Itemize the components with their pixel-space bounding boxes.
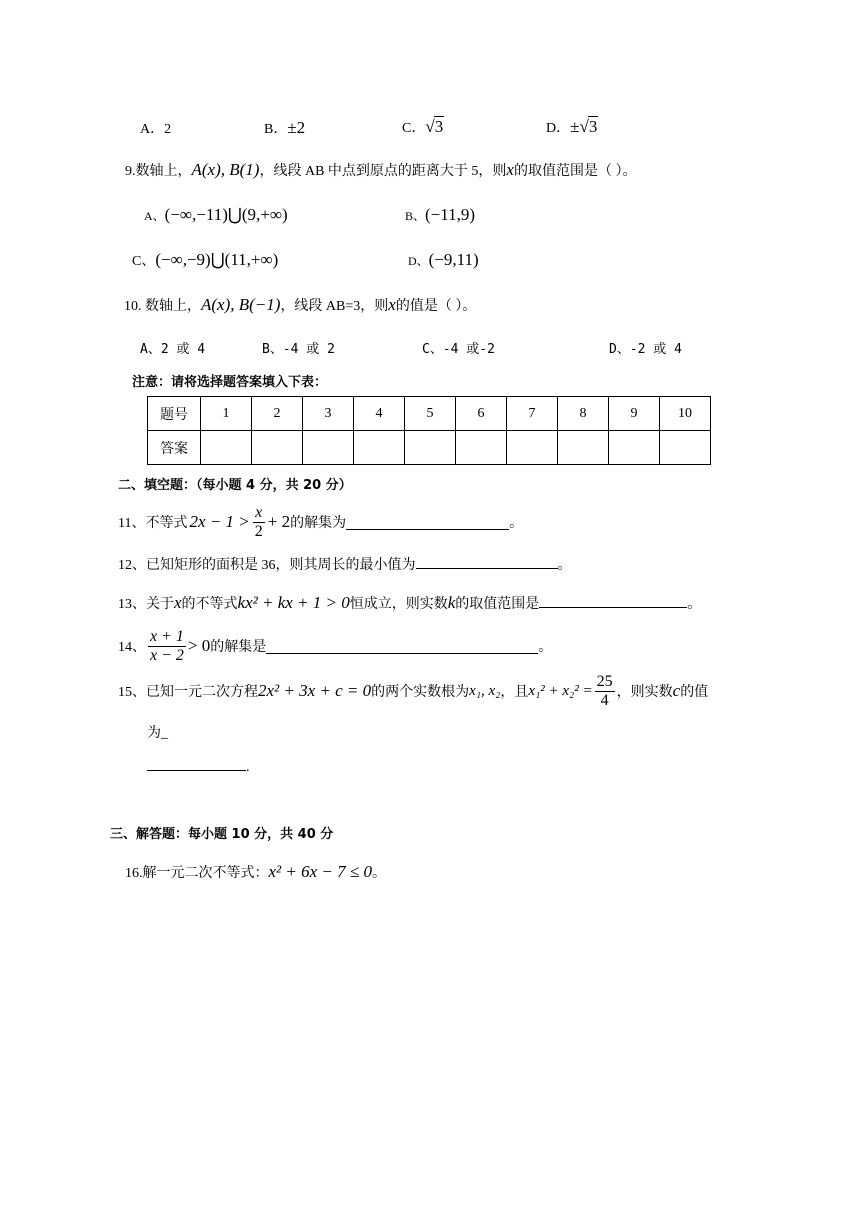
q9-option-c-label: C、	[132, 254, 156, 269]
answer-table-number: 8	[558, 397, 609, 431]
q9-option-c	[132, 250, 278, 270]
q15-suffix: 的值	[680, 685, 709, 700]
q10-option-c: C、-4 或-2	[422, 342, 495, 357]
section3-title: 三、解答题：每小题 10 分，共 40 分	[110, 827, 334, 842]
q9-middle: ，线段 AB 中点到原点的距离大于 5，则	[259, 164, 507, 179]
q15-line3	[147, 756, 250, 776]
q10-prefix: 10. 数轴上，	[124, 299, 201, 314]
q8-option-b	[264, 118, 305, 138]
q9-option-b-label: B、	[405, 209, 426, 223]
q11-lhs: 2x − 1 >	[189, 512, 250, 531]
answer-table-number: 4	[354, 397, 405, 431]
answer-table-note: 注意：请将选择题答案填入下表：	[132, 375, 328, 390]
q10-option-b: B、-4 或 2	[262, 342, 335, 357]
answer-table-number: 6	[456, 397, 507, 431]
q15-equation: 2x² + 3x + c = 0	[258, 681, 372, 700]
q10-suffix: 的值是（ ）。	[395, 299, 477, 314]
q14-suffix: 的解集是	[210, 640, 267, 655]
q13	[118, 593, 701, 613]
answer-table	[147, 396, 711, 465]
q15-answer-blank[interactable]	[147, 756, 246, 771]
q11-fraction-num: x	[253, 504, 265, 523]
q12-answer-blank[interactable]	[416, 554, 558, 569]
q8-option-d	[546, 116, 598, 137]
q13-prefix: 13、关于	[118, 597, 174, 612]
q10-middle: ，线段 AB=3，则	[280, 299, 389, 314]
q9-option-a-value: (−∞,−11)⋃(9,+∞)	[164, 205, 288, 224]
q15-mid: 的两个实数根为	[371, 685, 470, 700]
q13-answer-blank[interactable]	[539, 593, 687, 608]
q9-option-b	[405, 205, 475, 225]
answer-table-number: 2	[252, 397, 303, 431]
answer-table-number: 10	[660, 397, 711, 431]
q9-option-a	[144, 205, 288, 225]
q10-points: A(x), B(−1)	[201, 295, 281, 314]
q14-fraction-den: x − 2	[150, 646, 184, 664]
q9-option-a-label: A、	[144, 209, 165, 223]
q12	[118, 554, 572, 574]
q8-option-c-value: 3	[434, 117, 444, 136]
answer-cell[interactable]	[354, 431, 405, 465]
q9-option-b-value: (−11,9)	[425, 205, 476, 224]
answer-cell[interactable]	[201, 431, 252, 465]
q15-fraction-den: 4	[600, 691, 609, 709]
q14-fraction-num: x + 1	[150, 627, 184, 645]
q14-prefix: 14、	[118, 640, 146, 655]
q12-text: 12、已知矩形的面积是 36，则其周长的最小值为	[118, 558, 416, 573]
q9-option-d-value: (−9,11)	[428, 250, 479, 269]
answer-table-answer-row	[148, 431, 711, 465]
answer-table-header-row	[148, 397, 711, 431]
answer-cell[interactable]	[252, 431, 303, 465]
q8-option-b-label: B．	[264, 122, 288, 137]
answer-table-number: 9	[609, 397, 660, 431]
answer-table-number: 1	[201, 397, 252, 431]
q15-fraction-num: 25	[596, 672, 613, 690]
q15-mid3: ，则实数	[616, 685, 673, 700]
q8-option-d-label: D．	[546, 121, 571, 136]
q14-answer-blank[interactable]	[266, 639, 538, 654]
section2-title: 二、填空题：（每小题 4 分，共 20 分）	[118, 478, 352, 493]
q13-var: x	[174, 593, 182, 612]
answer-cell[interactable]	[405, 431, 456, 465]
q9-points: A(x), B(1)	[191, 160, 260, 179]
answer-table-header-label: 题号	[148, 397, 201, 431]
q14-rhs: > 0	[187, 636, 211, 655]
answer-table-number: 7	[507, 397, 558, 431]
q11-fraction-den: 2	[254, 522, 263, 540]
q15-var: c	[672, 681, 681, 700]
q9-option-d	[408, 250, 479, 270]
q8-option-c-label: C．	[402, 121, 426, 136]
q9-stem	[125, 160, 636, 180]
q12-end: 。	[557, 558, 572, 573]
q11-answer-blank[interactable]	[346, 515, 509, 530]
q10-var: x	[388, 295, 396, 314]
q14-fraction	[148, 628, 186, 665]
q11-prefix: 11、不等式	[118, 516, 188, 531]
q8-option-c	[402, 116, 444, 137]
q13-suffix: 的取值范围是	[455, 597, 540, 612]
q13-expr: kx² + kx + 1 > 0	[237, 593, 350, 612]
q15-sum: x₁² + x₂² =	[528, 682, 593, 699]
q15-end: .	[246, 760, 250, 775]
q16-expr: x² + 6x − 7 ≤ 0	[268, 862, 372, 881]
q15-line2: 为_	[147, 726, 168, 741]
q15-mid2: ，且	[500, 685, 529, 700]
q9-prefix: 9.数轴上，	[125, 164, 192, 179]
q14	[118, 624, 552, 668]
q11-suffix: 的解集为	[290, 516, 347, 531]
answer-table-number: 5	[405, 397, 456, 431]
q9-option-c-value: (−∞,−9)⋃(11,+∞)	[155, 250, 279, 269]
q8-option-d-radicand: 3	[588, 117, 598, 136]
answer-cell[interactable]	[303, 431, 354, 465]
q15-roots: x₁, x₂	[469, 682, 501, 699]
q13-var2: k	[447, 593, 456, 612]
answer-cell[interactable]	[558, 431, 609, 465]
q8-option-d-value: ±	[570, 117, 580, 136]
q14-end: 。	[538, 640, 553, 655]
answer-cell[interactable]	[660, 431, 711, 465]
q10-option-a: A、2 或 4	[140, 342, 206, 357]
q8-option-a: A．2	[140, 122, 172, 137]
answer-cell[interactable]	[507, 431, 558, 465]
q11-end: 。	[509, 516, 524, 531]
answer-cell[interactable]	[456, 431, 507, 465]
q15	[118, 668, 708, 714]
q11	[118, 500, 523, 544]
q9-var: x	[506, 160, 514, 179]
sqrt-sign: √	[579, 117, 589, 136]
q13-mid: 的不等式	[181, 597, 238, 612]
q16	[125, 862, 386, 882]
q15-fraction	[595, 673, 615, 710]
q9-option-d-label: D、	[408, 254, 429, 268]
sqrt-sign: √	[425, 117, 435, 136]
q10-stem	[124, 295, 476, 315]
q11-fraction	[253, 504, 265, 541]
answer-cell[interactable]	[609, 431, 660, 465]
q10-option-d: D、-2 或 4	[609, 342, 682, 357]
answer-table-answer-label: 答案	[148, 431, 201, 465]
q16-end: 。	[371, 866, 386, 881]
q13-end: 。	[687, 597, 702, 612]
q11-rhs: + 2	[267, 512, 291, 531]
q8-option-b-value: ±2	[287, 118, 306, 137]
q15-prefix: 15、已知一元二次方程	[118, 685, 258, 700]
q16-prefix: 16.解一元二次不等式：	[125, 866, 269, 881]
q9-suffix: 的取值范围是（ ）。	[513, 164, 637, 179]
q13-mid2: 恒成立，则实数	[349, 597, 448, 612]
answer-table-number: 3	[303, 397, 354, 431]
